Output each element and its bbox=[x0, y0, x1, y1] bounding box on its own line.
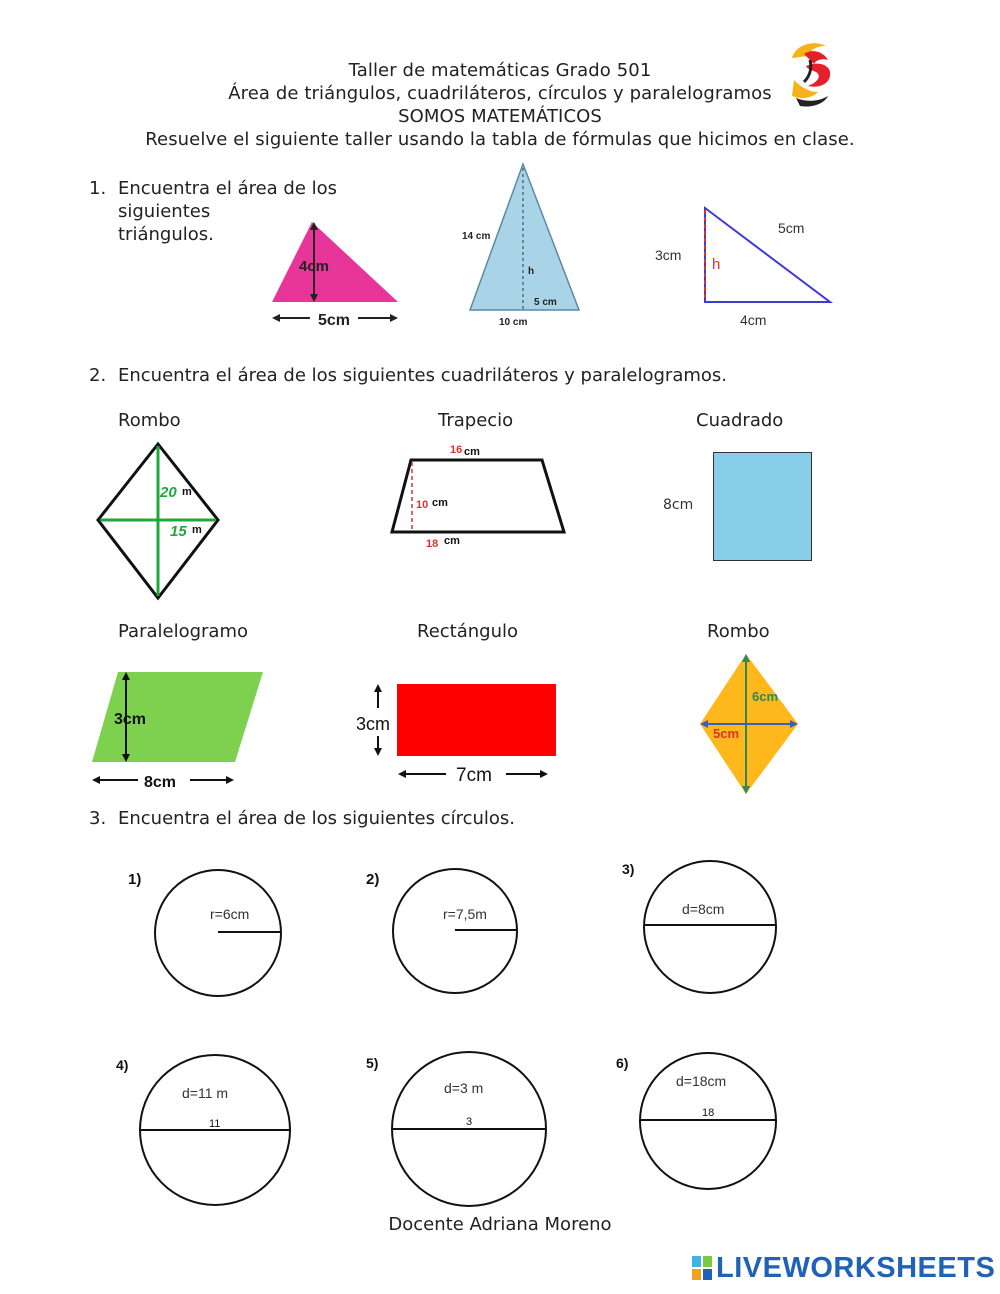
svg-text:m: m bbox=[182, 486, 192, 498]
liveworksheets-logo[interactable] bbox=[692, 1252, 995, 1285]
rombo2-title: Rombo bbox=[707, 621, 770, 642]
tri2-base-label: 10 cm bbox=[499, 317, 528, 328]
tri1-base-label: 5cm bbox=[318, 312, 351, 329]
worksheet-title: Taller de matemáticas Grado 501 bbox=[348, 60, 652, 81]
trap-top-label: 16 bbox=[450, 444, 463, 456]
circle-3 bbox=[618, 852, 788, 1002]
circle-6 bbox=[612, 1046, 788, 1206]
svg-text:3: 3 bbox=[466, 1116, 473, 1128]
circle-4-label: d=11 m bbox=[182, 1085, 229, 1101]
triangle-pink bbox=[266, 218, 406, 330]
rombo2-d2-label: 5cm bbox=[713, 726, 740, 741]
svg-text:cm: cm bbox=[464, 446, 480, 458]
q1-number: 1. bbox=[89, 178, 107, 199]
circle-5 bbox=[362, 1046, 552, 1216]
svg-text:2): 2) bbox=[366, 871, 380, 888]
rombo1-d1-label: 20 bbox=[160, 484, 177, 501]
tri2-side-label: 14 cm bbox=[462, 231, 491, 242]
circle-3-label: d=8cm bbox=[682, 901, 725, 917]
paralelogramo-title: Paralelogramo bbox=[118, 621, 248, 642]
liveworksheets-icon bbox=[692, 1256, 712, 1280]
rectangle-red bbox=[350, 678, 562, 788]
teacher-name: Docente Adriana Moreno bbox=[388, 1214, 612, 1235]
triangle-isosceles bbox=[456, 160, 586, 332]
q3-number: 3. bbox=[89, 808, 107, 829]
rectangulo-title: Rectángulo bbox=[417, 621, 519, 642]
svg-text:5): 5) bbox=[366, 1055, 379, 1071]
svg-text:1): 1) bbox=[128, 871, 142, 888]
tri3-h-label: h bbox=[712, 256, 721, 273]
tri3-base-label: 4cm bbox=[740, 312, 767, 328]
tri3-hyp-label: 5cm bbox=[778, 220, 805, 236]
worksheet-slogan: SOMOS MATEMÁTICOS bbox=[398, 106, 602, 127]
trapecio-title: Trapecio bbox=[438, 410, 514, 431]
square-shape bbox=[713, 452, 812, 561]
circle-4 bbox=[112, 1046, 302, 1216]
rhombus-outline bbox=[94, 440, 224, 602]
tri2-halfbase-label: 5 cm bbox=[534, 297, 557, 308]
tri3-left-label: 3cm bbox=[655, 247, 682, 263]
school-logo-icon bbox=[786, 40, 838, 110]
tri2-h-label: h bbox=[528, 266, 535, 277]
rhombus-orange bbox=[696, 650, 806, 798]
triangle-right bbox=[650, 200, 840, 334]
circle-5-label: d=3 m bbox=[444, 1080, 484, 1096]
rombo1-d2-label: 15 bbox=[170, 523, 187, 540]
trapezoid-outline bbox=[386, 438, 576, 550]
circle-1-label: r=6cm bbox=[210, 906, 250, 922]
rect-h-label: 3cm bbox=[356, 714, 391, 734]
svg-text:6): 6) bbox=[616, 1055, 629, 1071]
svg-text:4): 4) bbox=[116, 1057, 129, 1073]
circle-2 bbox=[360, 858, 550, 1008]
para-h-label: 3cm bbox=[114, 711, 147, 728]
square-side-label: 8cm bbox=[663, 497, 694, 513]
parallelogram-green bbox=[88, 666, 268, 794]
svg-text:cm: cm bbox=[432, 497, 448, 509]
q2-number: 2. bbox=[89, 365, 107, 386]
circle-6-label: d=18cm bbox=[676, 1073, 727, 1089]
circle-2-label: r=7,5m bbox=[443, 906, 487, 922]
trap-h-label: 10 bbox=[416, 499, 429, 511]
q1-text-line3: triángulos. bbox=[118, 224, 214, 245]
svg-text:11: 11 bbox=[209, 1118, 221, 1130]
trap-bottom-label: 18 bbox=[426, 538, 439, 550]
para-base-label: 8cm bbox=[144, 774, 177, 791]
q1-text-line2: siguientes bbox=[118, 201, 211, 222]
cuadrado-title: Cuadrado bbox=[696, 410, 784, 431]
circle-1 bbox=[120, 858, 310, 1008]
rect-base-label: 7cm bbox=[456, 765, 492, 786]
q3-text: Encuentra el área de los siguientes círculos. bbox=[118, 808, 516, 829]
svg-text:cm: cm bbox=[444, 535, 460, 547]
liveworksheets-text: LIVEWORKSHEETS bbox=[716, 1252, 996, 1284]
svg-text:3): 3) bbox=[622, 861, 635, 877]
worksheet-subtitle: Área de triángulos, cuadriláteros, círculos y paralelogramos bbox=[228, 83, 772, 104]
svg-text:m: m bbox=[192, 524, 202, 536]
q2-text: Encuentra el área de los siguientes cuadriláteros y paralelogramos. bbox=[118, 365, 727, 386]
rombo1-title: Rombo bbox=[118, 410, 181, 431]
worksheet-instructions: Resuelve el siguiente taller usando la tabla de fórmulas que hicimos en clase. bbox=[145, 129, 855, 150]
tri1-height-label: 4cm bbox=[299, 258, 330, 275]
svg-text:18: 18 bbox=[702, 1107, 715, 1119]
rombo2-d1-label: 6cm bbox=[752, 689, 779, 704]
q1-text-line1: Encuentra el área de los bbox=[118, 178, 338, 199]
